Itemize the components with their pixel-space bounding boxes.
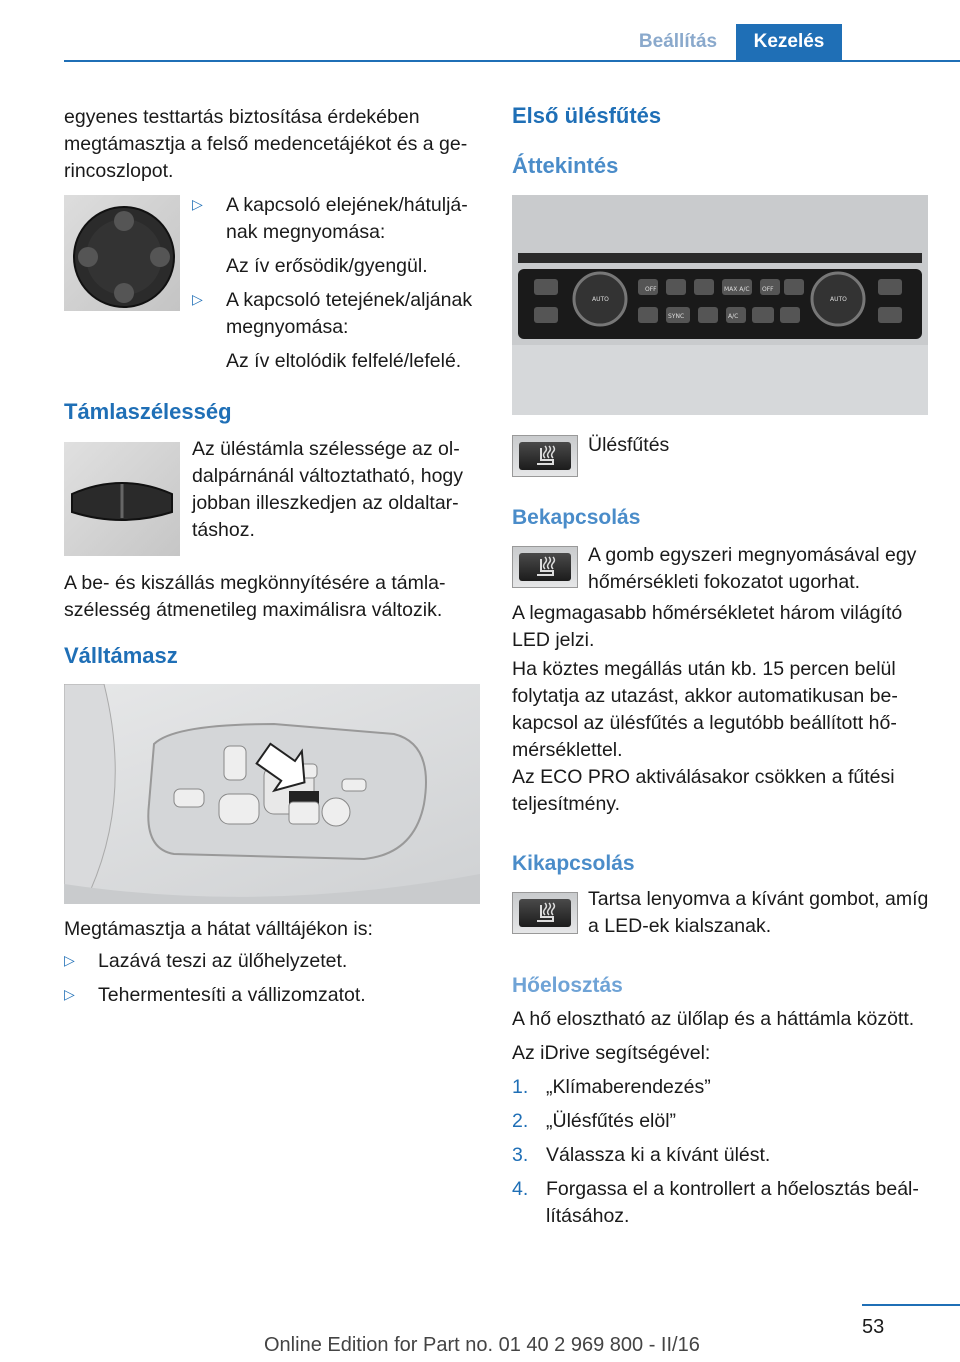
list-item: 4. Forgassa el a kontrollert a hőelosztás beál-lításához. [512, 1178, 919, 1227]
heading-attekintes: Áttekintés [512, 153, 619, 178]
panel-label: AUTO [830, 296, 847, 303]
list-item: 3. Válassza ki a kívánt ülést. [512, 1144, 771, 1166]
width-note: A be- és kiszállás megkönnyítésére a támla-szélesség átmenetileg maximálisra változik. [64, 572, 446, 621]
list-item: ▷ A kapcsoló elejének/hátuljá-nak megnyomása: Az ív erősödik/gyengül. [192, 194, 468, 277]
heading-kikapcsolas: Kikapcsolás [512, 852, 635, 875]
page-number: 53 [862, 1316, 885, 1338]
dist-p2: Az iDrive segítségével: [512, 1042, 711, 1064]
panel-label: OFF [762, 286, 774, 293]
list-item: ▷ Tehermentesíti a vállizomzatot. [64, 984, 366, 1006]
on-p4: Az ECO PRO aktiválásakor csökken a fűtési teljesítmény. [512, 766, 895, 815]
steps-list [512, 1074, 932, 1230]
shoulder-list [64, 948, 484, 1009]
triangle-bullet-icon: ▷ [192, 291, 203, 307]
panel-label: A/C [728, 313, 739, 320]
footer-rule [862, 1304, 960, 1306]
edition-text: Online Edition for Part no. 01 40 2 969 800 - II/16 [264, 1334, 700, 1356]
list-item: ▷ Lazává teszi az ülőhelyzetet. [64, 950, 348, 972]
lumbar-list [192, 192, 482, 375]
heading-elso-ulesfutes: Első ülésfűtés [512, 103, 662, 128]
seat-heating-button-icon [512, 546, 578, 588]
on-p2: A legmagasabb hőmérsékletet három világító LED jelzi. [512, 602, 903, 651]
dist-p1: A hő elosztható az ülőlap és a háttámla között. [512, 1008, 915, 1030]
width-text: Az üléstámla szélessége az ol-dalpárnánál változtatható, hogy jobban illeszkedjen az oldaltar-táshoz. [192, 438, 464, 541]
triangle-bullet-icon: ▷ [64, 986, 75, 1002]
heading-tamlaszelesseg: Támlaszélesség [64, 399, 232, 424]
heading-valltamasz: Válltámasz [64, 643, 178, 668]
on-text: A gomb egyszeri megnyomásával egy hőmérsékleti fokozatot ugorhat. [588, 544, 917, 593]
panel-label: AUTO [592, 296, 609, 303]
header-rule [64, 60, 960, 62]
heading-bekapcsolas: Bekapcsolás [512, 506, 641, 529]
panel-label: SYNC [668, 313, 685, 320]
panel-label: MAX A/C [724, 286, 750, 293]
panel-label: OFF [645, 286, 657, 293]
shoulder-text: Megtámasztja a hátat válltájékon is: [64, 918, 373, 940]
off-text: Tartsa lenyomva a kívánt gombot, amíg a LED-ek kialszanak. [588, 888, 929, 937]
tab-beallitas[interactable]: Beállítás [638, 31, 718, 52]
triangle-bullet-icon: ▷ [192, 196, 203, 212]
on-p3: Ha köztes megállás után kb. 15 percen belül folytatja az utazást, akkor automatikusan be-kapcsol az ülésfűtés a legutóbb beállított hő-mérséklettel. [512, 658, 898, 761]
seat-heating-button-icon [512, 892, 578, 934]
seat-controls-image [64, 684, 480, 904]
heading-hoelosztas: Hőelosztás [512, 974, 623, 997]
lumbar-switch-image [64, 195, 180, 311]
list-item: ▷ A kapcsoló tetejének/aljának megnyomása: Az ív eltolódik felfelé/lefelé. [192, 289, 473, 372]
tab-kezeles[interactable]: Kezelés [736, 24, 842, 60]
intro-text: egyenes testtartás biztosítása érdekében megtámasztja a felső medencetájékot és a ge-rincoszlopot. [64, 106, 468, 182]
triangle-bullet-icon: ▷ [64, 952, 75, 968]
list-item: 2. „Ülésfűtés elöl” [512, 1110, 677, 1132]
climate-panel-image [512, 195, 928, 415]
backrest-width-switch-image [64, 442, 180, 556]
seat-heating-label: Ülésfűtés [588, 434, 670, 456]
seat-heating-button-icon [512, 435, 578, 477]
list-item: 1. „Klímaberendezés” [512, 1076, 711, 1098]
